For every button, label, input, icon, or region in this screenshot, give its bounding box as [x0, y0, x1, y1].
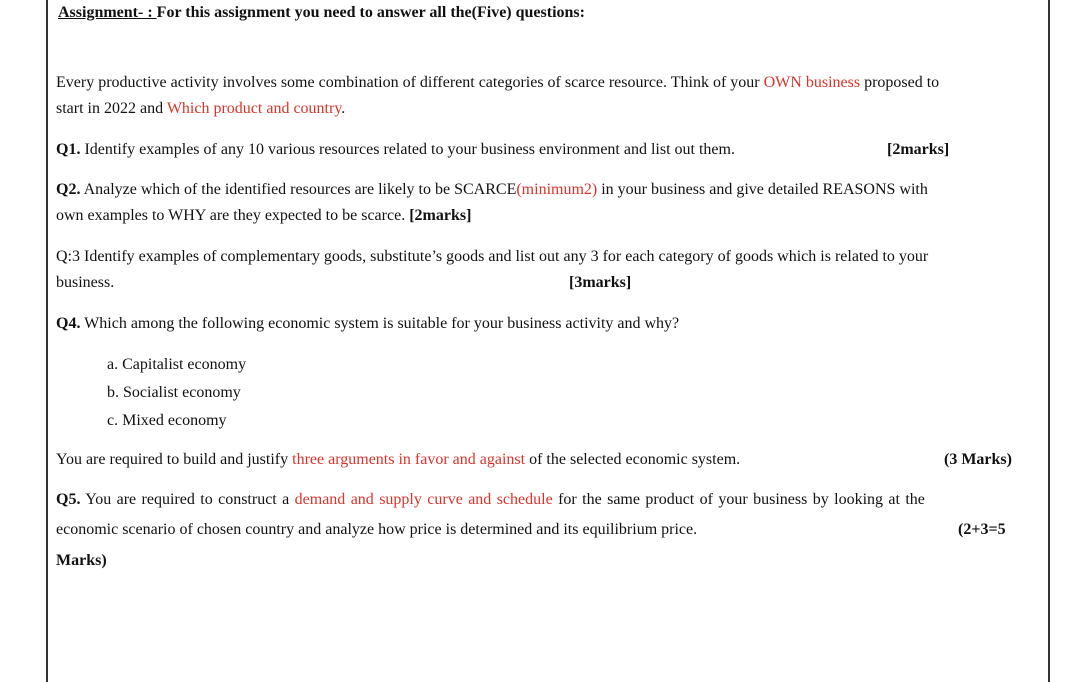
- q2-number: Q2.: [56, 181, 81, 198]
- intro-text: Every productive activity involves some combination of different categories of scarce resource. Think of your: [56, 74, 764, 91]
- q4-number: Q4.: [56, 315, 81, 332]
- q4-option-a: a. Capitalist economy: [107, 356, 247, 373]
- q5-text: You are required to construct a: [80, 491, 295, 508]
- question-3-line-2: business.: [56, 274, 115, 291]
- q4-follow-up: [56, 450, 740, 470]
- intro-highlight-product-country: Which product and country: [166, 100, 342, 117]
- q2-text: Analyze which of the identified resources are likely to be SCARCE: [80, 181, 517, 198]
- q4-option-c: c. Mixed economy: [107, 412, 227, 429]
- assignment-heading: [58, 3, 585, 23]
- question-3-line-1: Q:3 Identify examples of complementary goods, substitute’s goods and list out any 3 for each category of goods which is related to your: [56, 248, 929, 265]
- q1-number: Q1.: [56, 141, 81, 158]
- q5-marks-a: (2+3=5: [958, 521, 1006, 538]
- q3-marks: [3marks]: [569, 274, 632, 291]
- intro-highlight-own-business: OWN business: [763, 74, 861, 91]
- question-1: [56, 140, 735, 160]
- question-2-line-2: [56, 206, 471, 226]
- q4-follow-highlight: three arguments in favor and against: [292, 451, 526, 468]
- question-5-line-2: economic scenario of chosen country and analyze how price is determined and its equilibrium price.: [56, 521, 698, 538]
- intro-line-2: [56, 99, 345, 119]
- q1-marks: [2marks]: [887, 141, 950, 158]
- heading-label: Assignment- :: [58, 4, 157, 21]
- intro-text: start in 2022 and: [56, 100, 167, 117]
- question-5-line-1: [56, 490, 925, 510]
- question-4: [56, 314, 679, 334]
- q2-highlight: (minimum2): [516, 181, 598, 198]
- q4-text: Which among the following economic system is suitable for your business activity and why?: [80, 315, 680, 332]
- intro-text: .: [341, 100, 346, 117]
- q2-text: in your business and give detailed REASONS with: [597, 181, 928, 198]
- q5-number: Q5.: [56, 491, 81, 508]
- q2-marks: [2marks]: [409, 207, 472, 224]
- heading-text: For this assignment you need to answer all the(Five) questions:: [156, 4, 585, 21]
- q5-text: for the same product of your business by looking at the: [552, 491, 925, 508]
- question-2-line-1: [56, 180, 928, 200]
- q1-text: Identify examples of any 10 various resources related to your business environment and list out them.: [80, 141, 735, 158]
- q5-marks-b: Marks): [56, 552, 107, 569]
- q4-follow-text: of the selected economic system.: [525, 451, 741, 468]
- q4-follow-text: You are required to build and justify: [56, 451, 293, 468]
- q2-text: own examples to WHY are they expected to be scarce.: [56, 207, 410, 224]
- q4-option-b: b. Socialist economy: [107, 384, 241, 401]
- q4-marks: (3 Marks): [944, 451, 1012, 468]
- q5-highlight: demand and supply curve and schedule: [294, 491, 553, 508]
- intro-line-1: [56, 73, 939, 93]
- intro-text: proposed to: [860, 74, 940, 91]
